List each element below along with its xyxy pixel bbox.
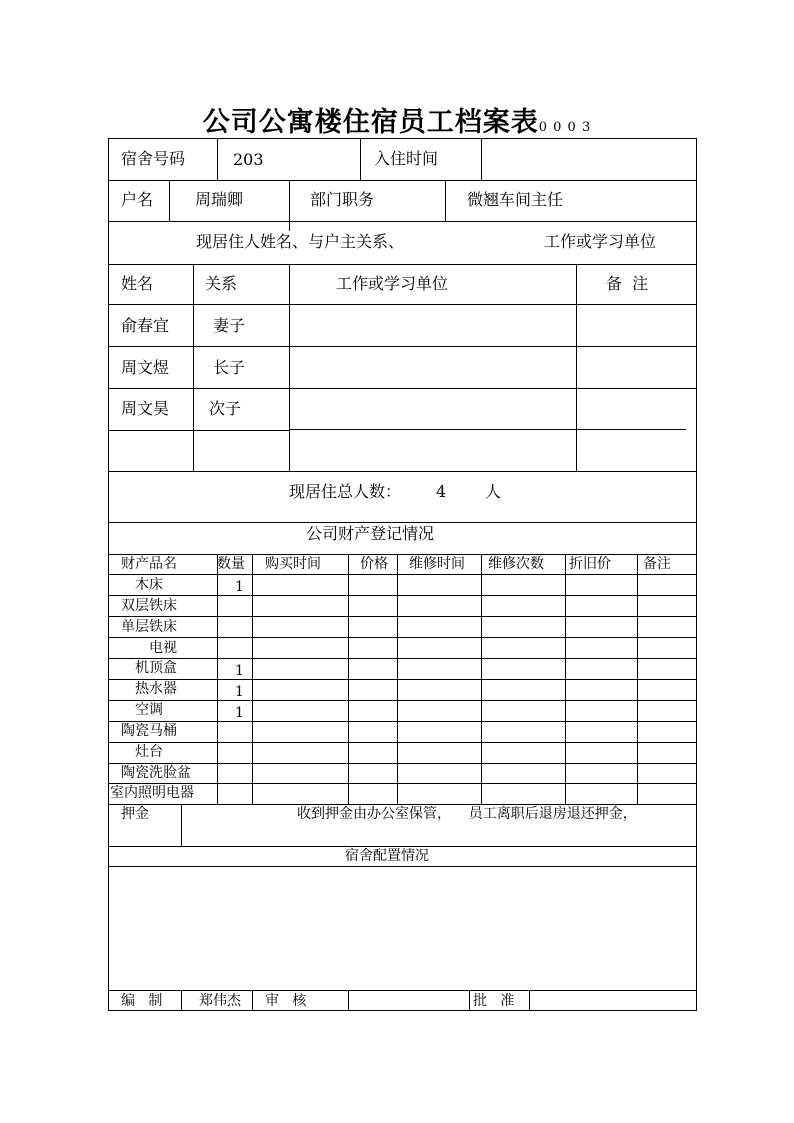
asset-name: 陶瓷马桶 xyxy=(121,723,177,739)
asset-name: 灶台 xyxy=(135,744,163,760)
page-title xyxy=(0,100,794,139)
total-count: 4 xyxy=(436,482,447,501)
deposit-label: 押金 xyxy=(121,806,149,822)
assets-col: 维修次数 xyxy=(488,556,544,572)
config-title: 宿舍配置情况 xyxy=(345,848,429,864)
assets-col: 购买时间 xyxy=(265,556,321,572)
assets-title: 公司财产登记情况 xyxy=(306,524,435,543)
resident-relation: 妻子 xyxy=(213,316,246,335)
asset-name: 电视 xyxy=(149,640,177,656)
title-text: 公司公寓楼住宿员工档案表 xyxy=(202,107,539,138)
assets-col: 数量 xyxy=(217,556,245,572)
total-unit: 人 xyxy=(485,482,502,501)
asset-name: 双层铁床 xyxy=(121,598,177,614)
resident-name: 周文煜 xyxy=(121,358,170,377)
asset-qty: 1 xyxy=(235,705,244,721)
resident-relation: 长子 xyxy=(213,358,246,377)
resident-name: 周文昊 xyxy=(121,399,170,418)
assets-col: 价格 xyxy=(360,556,388,572)
compile-value: 郑伟杰 xyxy=(199,993,241,1009)
review-label: 审 核 xyxy=(265,993,307,1009)
room-label: 宿舍号码 xyxy=(121,149,186,168)
dept-value: 微翘车间主任 xyxy=(467,190,564,209)
resident-relation: 次子 xyxy=(209,399,242,418)
compile-label: 编 制 xyxy=(121,993,163,1009)
col-unit: 工作或学习单位 xyxy=(336,274,449,293)
asset-name: 陶瓷洗脸盆 xyxy=(121,765,191,781)
archive-form xyxy=(108,138,697,1011)
title-suffix: 0 0 0 3 xyxy=(538,120,592,135)
asset-qty: 1 xyxy=(235,579,244,595)
dept-label: 部门职务 xyxy=(310,190,375,209)
asset-name: 木床 xyxy=(135,577,163,593)
col-relation: 关系 xyxy=(205,274,238,293)
assets-col: 备注 xyxy=(643,556,671,572)
asset-name: 单层铁床 xyxy=(121,619,177,635)
residents-heading-left: 现居住人姓名、与户主关系、 xyxy=(196,232,405,251)
approve-label: 批 准 xyxy=(473,993,515,1009)
col-note: 备 注 xyxy=(606,274,649,293)
householder-label: 户名 xyxy=(121,190,154,209)
total-label: 现居住总人数： xyxy=(289,482,402,501)
assets-col: 折旧价 xyxy=(569,556,611,572)
col-name: 姓名 xyxy=(121,274,154,293)
deposit-text: 收到押金由办公室保管， 员工离职后退房退还押金， xyxy=(297,806,637,822)
asset-qty: 1 xyxy=(235,663,244,679)
checkin-label: 入住时间 xyxy=(374,149,439,168)
householder-value: 周瑞卿 xyxy=(195,190,244,209)
asset-name: 机顶盒 xyxy=(135,660,177,676)
asset-name: 热水器 xyxy=(135,681,177,697)
resident-name: 俞春宜 xyxy=(121,316,170,335)
asset-qty: 1 xyxy=(235,684,244,700)
assets-col: 维修时间 xyxy=(409,556,465,572)
asset-name: 室内照明电器 xyxy=(110,785,194,801)
residents-heading-right: 工作或学习单位 xyxy=(544,232,657,251)
room-value: 203 xyxy=(233,150,264,169)
asset-name: 空调 xyxy=(135,702,163,718)
assets-col: 财产品名 xyxy=(121,556,177,572)
